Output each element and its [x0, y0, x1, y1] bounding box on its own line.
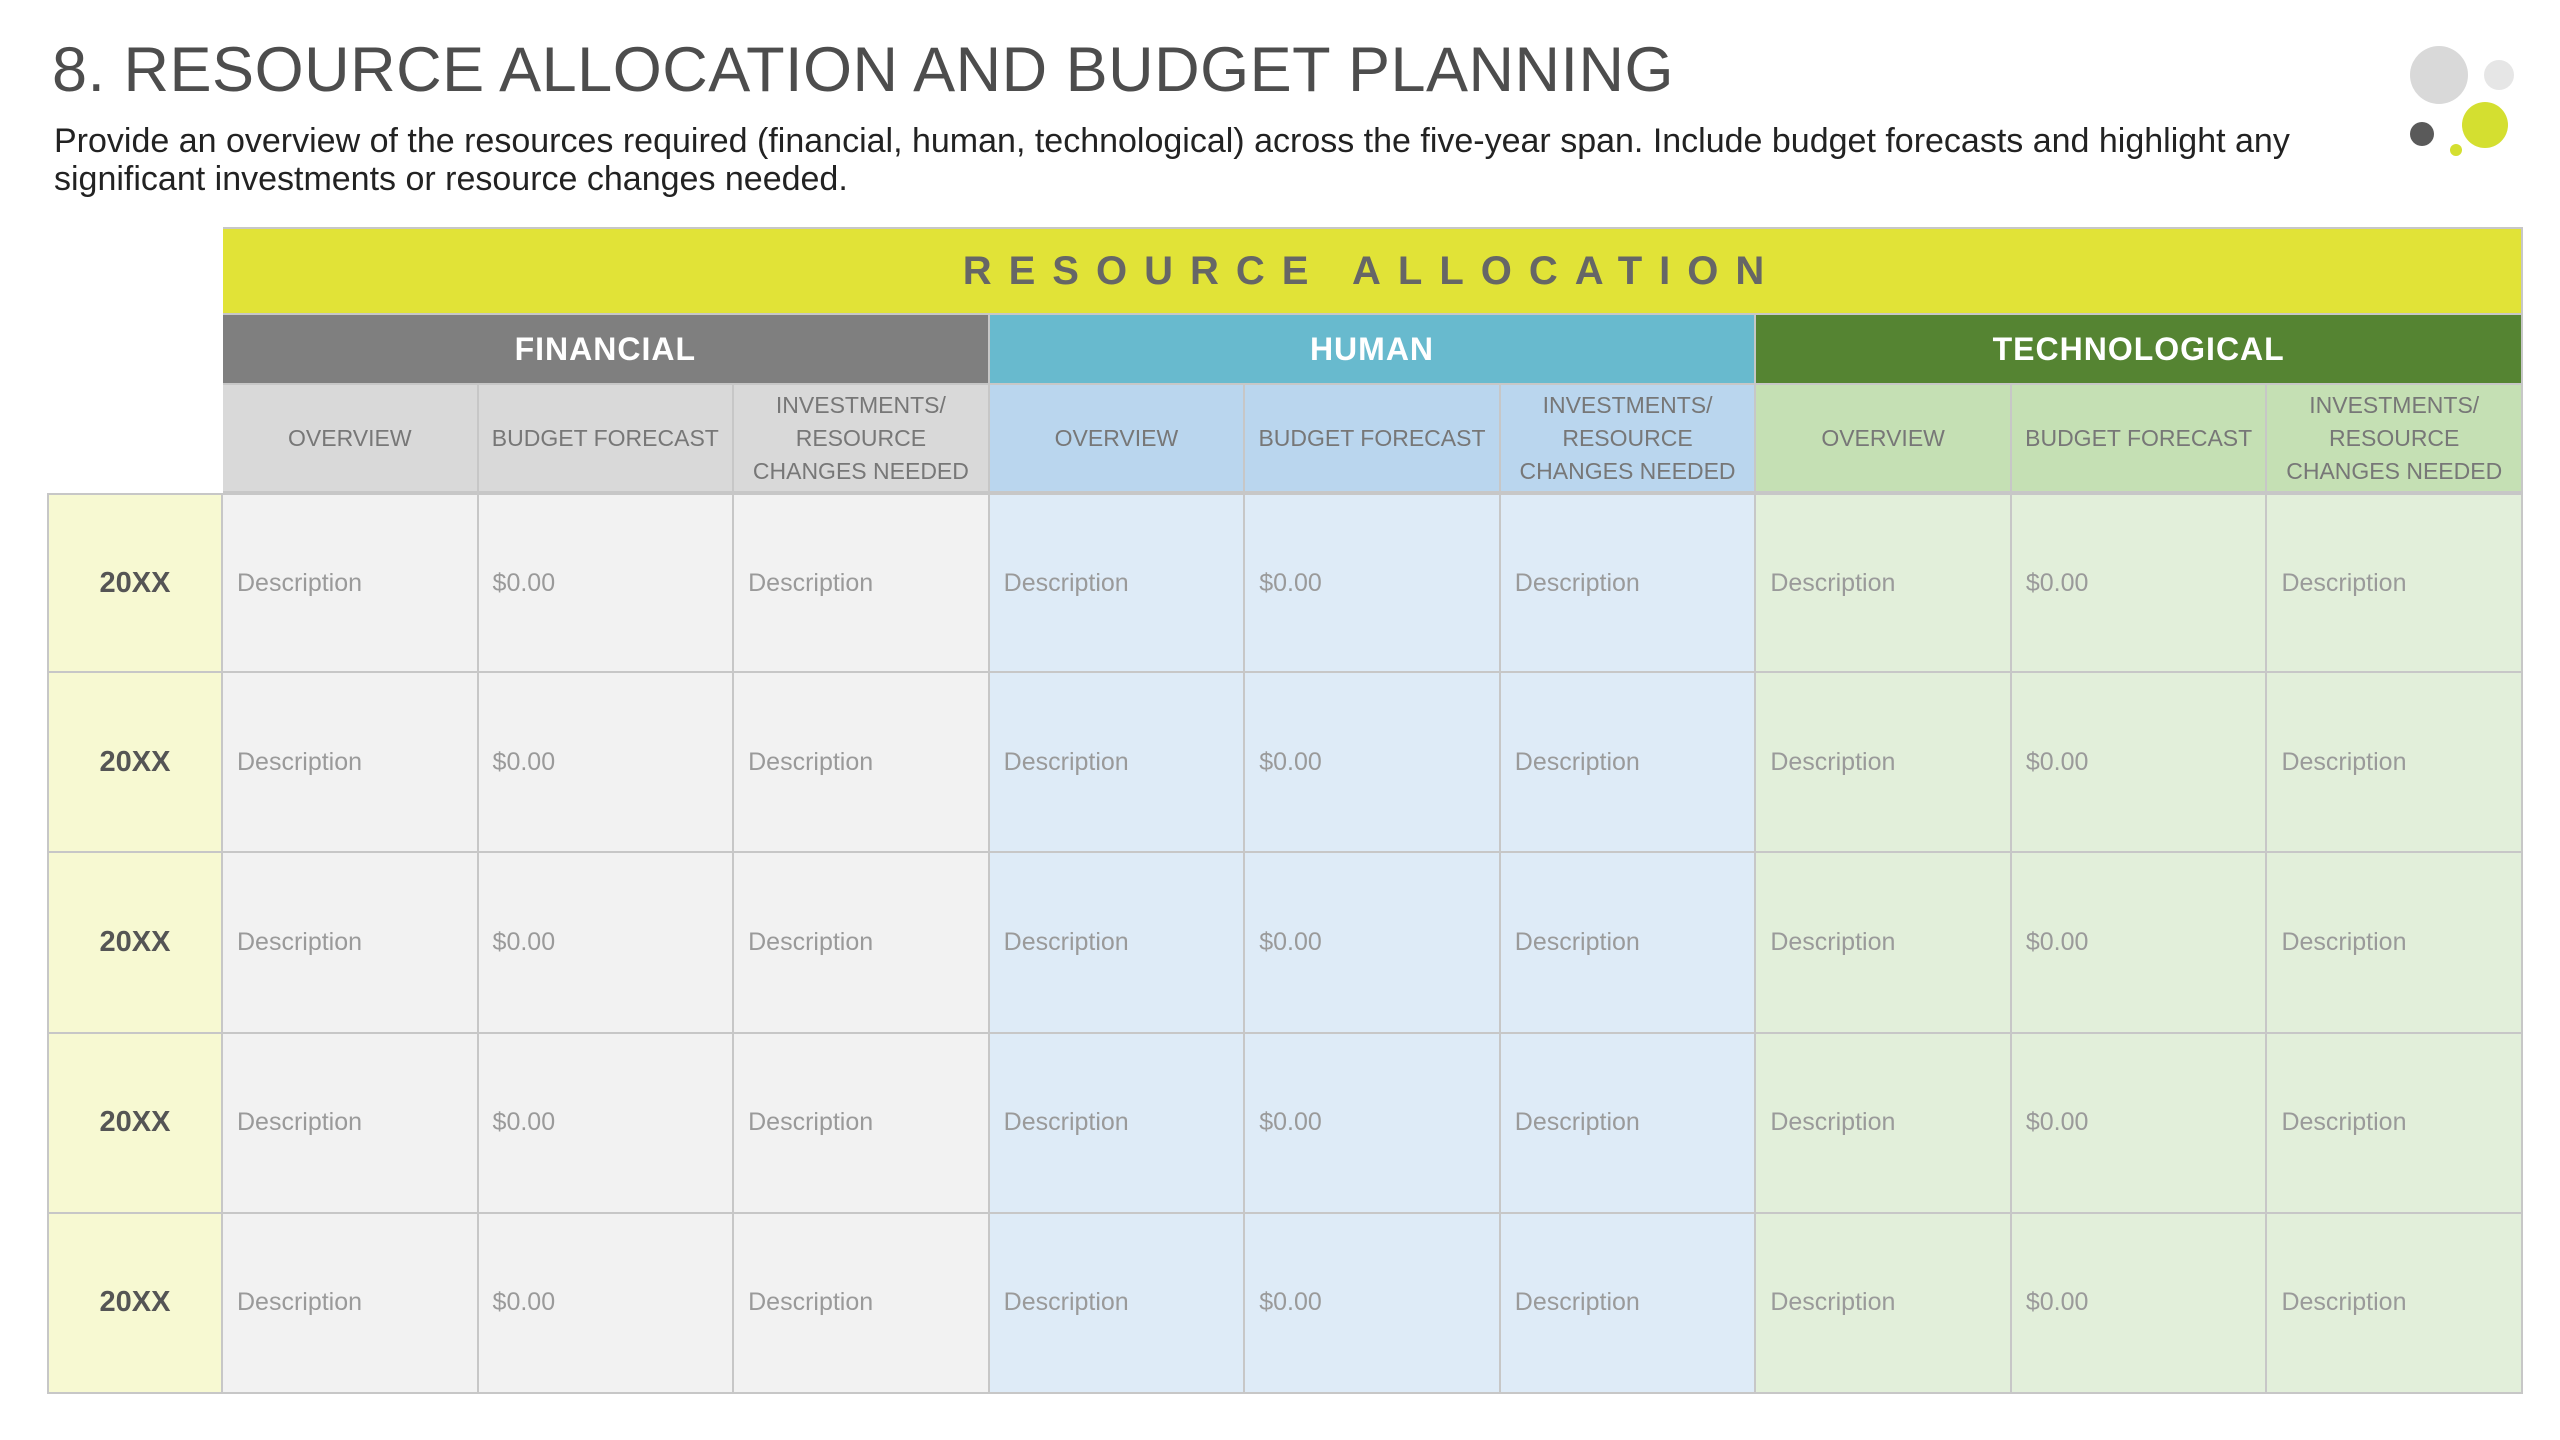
table-cell[interactable]: Description — [2267, 853, 2523, 1033]
row-year-label: 20XX — [47, 853, 223, 1033]
logo-dot — [2410, 122, 2434, 146]
subheader-financial-overview: OVERVIEW — [223, 385, 479, 493]
subheader-human-investments: INVESTMENTS/ RESOURCE CHANGES NEEDED — [1501, 385, 1757, 493]
row-year-label: 20XX — [47, 493, 223, 673]
table-cell[interactable]: Description — [990, 1214, 1246, 1394]
logo-dots-icon — [2390, 40, 2520, 170]
table-cell[interactable]: Description — [734, 853, 990, 1033]
table-cell[interactable]: Description — [990, 1034, 1246, 1214]
table-cell[interactable]: Description — [734, 1034, 990, 1214]
table-cell[interactable]: Description — [1501, 1034, 1757, 1214]
table-cell[interactable]: Description — [223, 493, 479, 673]
table-cell[interactable]: Description — [1756, 1034, 2012, 1214]
group-header-financial: FINANCIAL — [223, 315, 990, 385]
table-cell[interactable]: Description — [223, 853, 479, 1033]
row-year-label: 20XX — [47, 1034, 223, 1214]
table-cell[interactable]: $0.00 — [1245, 673, 1501, 853]
subheader-technological-investments: INVESTMENTS/ RESOURCE CHANGES NEEDED — [2267, 385, 2523, 493]
table-cell[interactable]: Description — [990, 673, 1246, 853]
table-cell[interactable]: $0.00 — [1245, 853, 1501, 1033]
subheader-technological-overview: OVERVIEW — [1756, 385, 2012, 493]
table-cell[interactable]: $0.00 — [2012, 1034, 2268, 1214]
table-cell[interactable]: $0.00 — [2012, 673, 2268, 853]
table-cell[interactable]: $0.00 — [2012, 853, 2268, 1033]
group-header-technological: TECHNOLOGICAL — [1756, 315, 2523, 385]
table-cell[interactable]: Description — [2267, 1214, 2523, 1394]
table-cell[interactable]: $0.00 — [479, 1214, 735, 1394]
table-cell[interactable]: Description — [1756, 853, 2012, 1033]
subheader-human-overview: OVERVIEW — [990, 385, 1246, 493]
table-cell[interactable]: Description — [1501, 853, 1757, 1033]
logo-dot — [2410, 46, 2468, 104]
subheader-financial-investments: INVESTMENTS/ RESOURCE CHANGES NEEDED — [734, 385, 990, 493]
table-cell[interactable]: Description — [2267, 493, 2523, 673]
table-cell[interactable]: Description — [1756, 493, 2012, 673]
page-title: 8. RESOURCE ALLOCATION AND BUDGET PLANNING — [52, 35, 1675, 105]
table-cell[interactable]: $0.00 — [479, 493, 735, 673]
table-cell[interactable]: $0.00 — [479, 673, 735, 853]
resource-allocation-table — [47, 227, 2523, 1394]
subheader-technological-budget-forecast: BUDGET FORECAST — [2012, 385, 2268, 493]
logo-dot — [2462, 102, 2508, 148]
table-cell[interactable]: Description — [1501, 493, 1757, 673]
table-cell[interactable]: $0.00 — [2012, 493, 2268, 673]
table-cell[interactable]: $0.00 — [479, 1034, 735, 1214]
table-banner: RESOURCE ALLOCATION — [223, 227, 2523, 315]
table-cell[interactable]: $0.00 — [1245, 493, 1501, 673]
table-cell[interactable]: Description — [2267, 673, 2523, 853]
table-cell[interactable]: Description — [223, 1034, 479, 1214]
table-cell[interactable]: Description — [734, 673, 990, 853]
subheader-financial-budget-forecast: BUDGET FORECAST — [479, 385, 735, 493]
table-cell[interactable]: Description — [2267, 1034, 2523, 1214]
table-cell[interactable]: Description — [734, 493, 990, 673]
row-year-label: 20XX — [47, 673, 223, 853]
table-cell[interactable]: $0.00 — [1245, 1034, 1501, 1214]
row-year-label: 20XX — [47, 1214, 223, 1394]
table-cell[interactable]: Description — [223, 673, 479, 853]
group-header-human: HUMAN — [990, 315, 1757, 385]
table-cell[interactable]: Description — [1756, 673, 2012, 853]
table-cell[interactable]: Description — [990, 493, 1246, 673]
page-subtitle: Provide an overview of the resources required (financial, human, technological) across the five-year span. Include budget forecasts and highlight any significant investments or resource changes needed. — [54, 122, 2290, 198]
table-cell[interactable]: $0.00 — [1245, 1214, 1501, 1394]
table-cell[interactable]: Description — [734, 1214, 990, 1394]
table-cell[interactable]: Description — [223, 1214, 479, 1394]
subheader-human-budget-forecast: BUDGET FORECAST — [1245, 385, 1501, 493]
table-corner — [47, 227, 223, 493]
table-cell[interactable]: Description — [1501, 1214, 1757, 1394]
table-cell[interactable]: $0.00 — [2012, 1214, 2268, 1394]
table-cell[interactable]: Description — [1501, 673, 1757, 853]
table-cell[interactable]: Description — [1756, 1214, 2012, 1394]
logo-dot — [2484, 60, 2514, 90]
table-cell[interactable]: Description — [990, 853, 1246, 1033]
logo-dot — [2450, 144, 2462, 156]
table-cell[interactable]: $0.00 — [479, 853, 735, 1033]
